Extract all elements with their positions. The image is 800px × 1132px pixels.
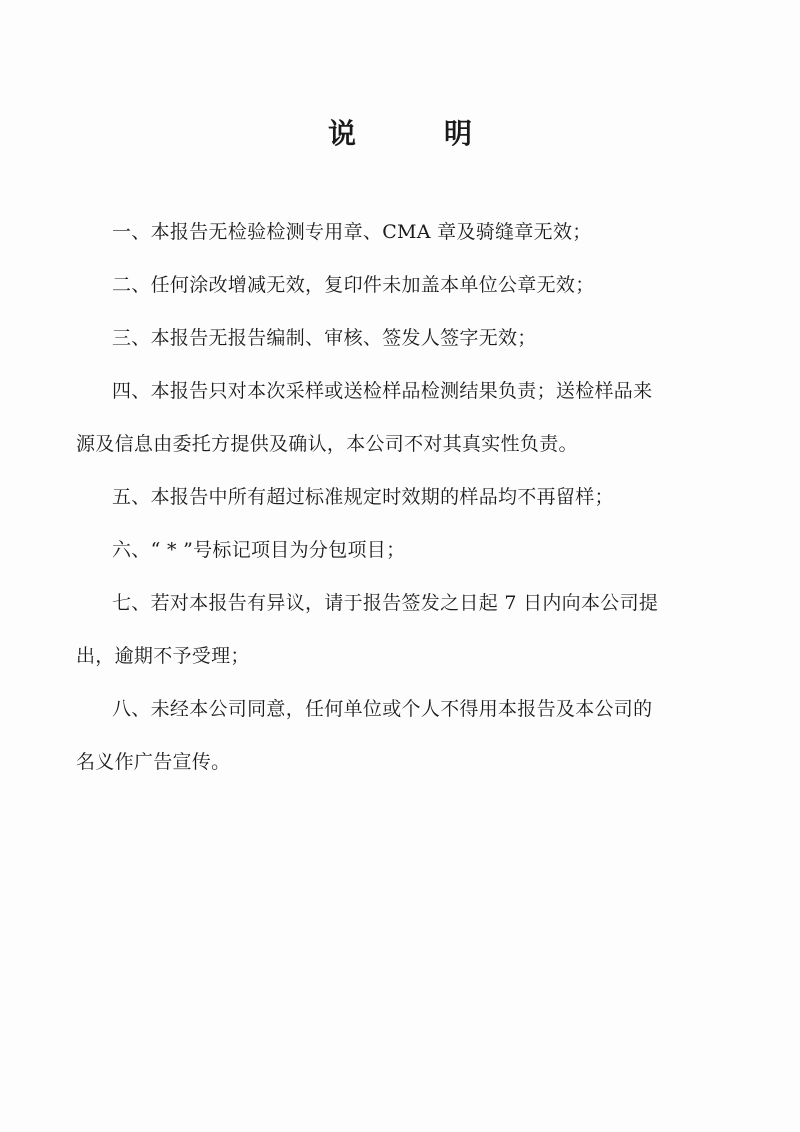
list-item (112, 471, 722, 524)
list-item (112, 259, 722, 312)
item-line: 一、本报告无检验检测专用章、CMA 章及骑缝章无效； (112, 221, 592, 243)
list-item (76, 365, 722, 471)
list-item (76, 683, 722, 789)
item-line-continued: 名义作广告宣传。 (76, 751, 231, 773)
item-line: 七、若对本报告有异议，请于报告签发之日起 7 日内向本公司提 (112, 592, 659, 614)
list-item (76, 577, 722, 683)
list-item (112, 312, 722, 365)
item-line: 五、本报告中所有超过标准规定时效期的样品均不再留样； (112, 486, 614, 508)
list-item (112, 524, 722, 577)
item-line: 三、本报告无报告编制、审核、签发人签字无效； (112, 327, 537, 349)
list-item (112, 206, 722, 259)
item-line: 四、本报告只对本次采样或送检样品检测结果负责；送检样品来 (112, 380, 653, 402)
page-title: 说 明 (327, 117, 502, 150)
item-line-continued: 出，逾期不予受理； (76, 645, 250, 667)
item-line: 八、未经本公司同意，任何单位或个人不得用本报告及本公司的 (112, 698, 653, 720)
item-line: 二、任何涂改增减无效，复印件未加盖本单位公章无效； (112, 274, 595, 296)
item-line: 六、“ * ”号标记项目为分包项目； (112, 539, 406, 561)
item-line-continued: 源及信息由委托方提供及确认，本公司不对其真实性负责。 (76, 433, 578, 455)
